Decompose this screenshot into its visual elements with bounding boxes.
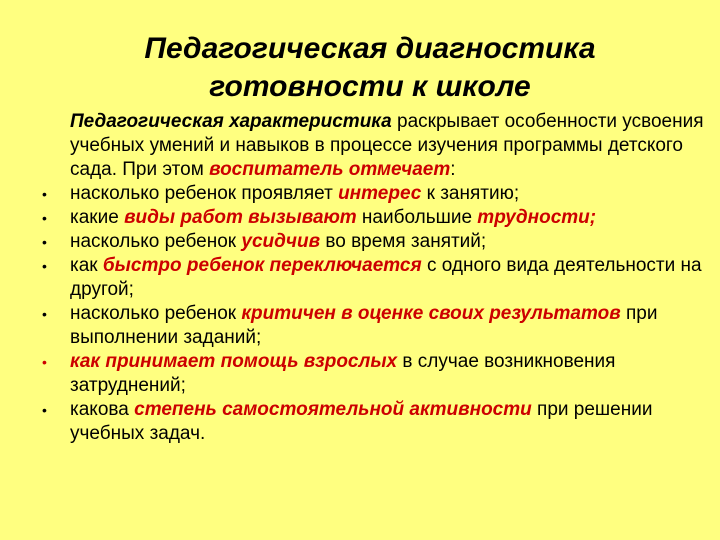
item-text: какие: [70, 207, 125, 228]
item-accent: степень самостоятельной активности: [134, 399, 532, 420]
item-text: к занятию;: [421, 183, 520, 204]
list-item: [42, 350, 714, 398]
slide-title: [0, 30, 720, 106]
item-accent: как принимает помощь взрослых: [70, 351, 398, 372]
item-accent: интерес: [338, 183, 422, 204]
item-accent: быстро ребенок переключается: [102, 255, 422, 276]
list-item: [42, 398, 714, 446]
bullet-icon: •: [42, 306, 47, 322]
bullet-icon: •: [42, 258, 47, 274]
item-text: наибольшие: [356, 207, 478, 228]
item-accent: усидчив: [241, 231, 321, 252]
list-item: [42, 302, 714, 350]
intro-term: Педагогическая характеристика: [70, 111, 392, 132]
item-accent: виды работ вызывают: [124, 207, 357, 228]
item-text: с одного вида деятельности на другой;: [70, 255, 702, 300]
intro-accent: воспитатель отмечает: [209, 159, 451, 180]
title-line-2: готовности к школе: [209, 70, 531, 103]
item-accent: критичен в оценке своих результатов: [241, 303, 621, 324]
item-text: насколько ребенок: [70, 303, 242, 324]
item-text: насколько ребенок проявляет: [70, 183, 339, 204]
intro-text-1: раскрывает особенности усвоения учебных умений и навыков в процессе изучения программы детского сада. При этом: [70, 111, 704, 180]
bullet-icon: •: [42, 186, 47, 202]
list-item: [42, 254, 714, 302]
item-text: как: [70, 255, 103, 276]
bullet-icon: •: [42, 354, 47, 370]
list-item: [42, 230, 714, 254]
item-accent: трудности;: [477, 207, 597, 228]
item-text: при решении учебных задач.: [70, 399, 653, 444]
item-text: при выполнении заданий;: [70, 303, 658, 348]
intro-text-2: :: [450, 159, 456, 180]
slide-body: [42, 110, 714, 446]
title-line-1: Педагогическая диагностика: [144, 32, 596, 65]
item-text: какова: [70, 399, 135, 420]
bullet-list: [42, 182, 714, 446]
item-text: во время занятий;: [320, 231, 487, 252]
item-text: в случае возникновения затруднений;: [70, 351, 616, 396]
item-text: насколько ребенок: [70, 231, 242, 252]
intro-paragraph: [42, 110, 714, 182]
bullet-icon: •: [42, 210, 47, 226]
bullet-icon: •: [42, 234, 47, 250]
list-item: [42, 182, 714, 206]
bullet-icon: •: [42, 402, 47, 418]
list-item: [42, 206, 714, 230]
